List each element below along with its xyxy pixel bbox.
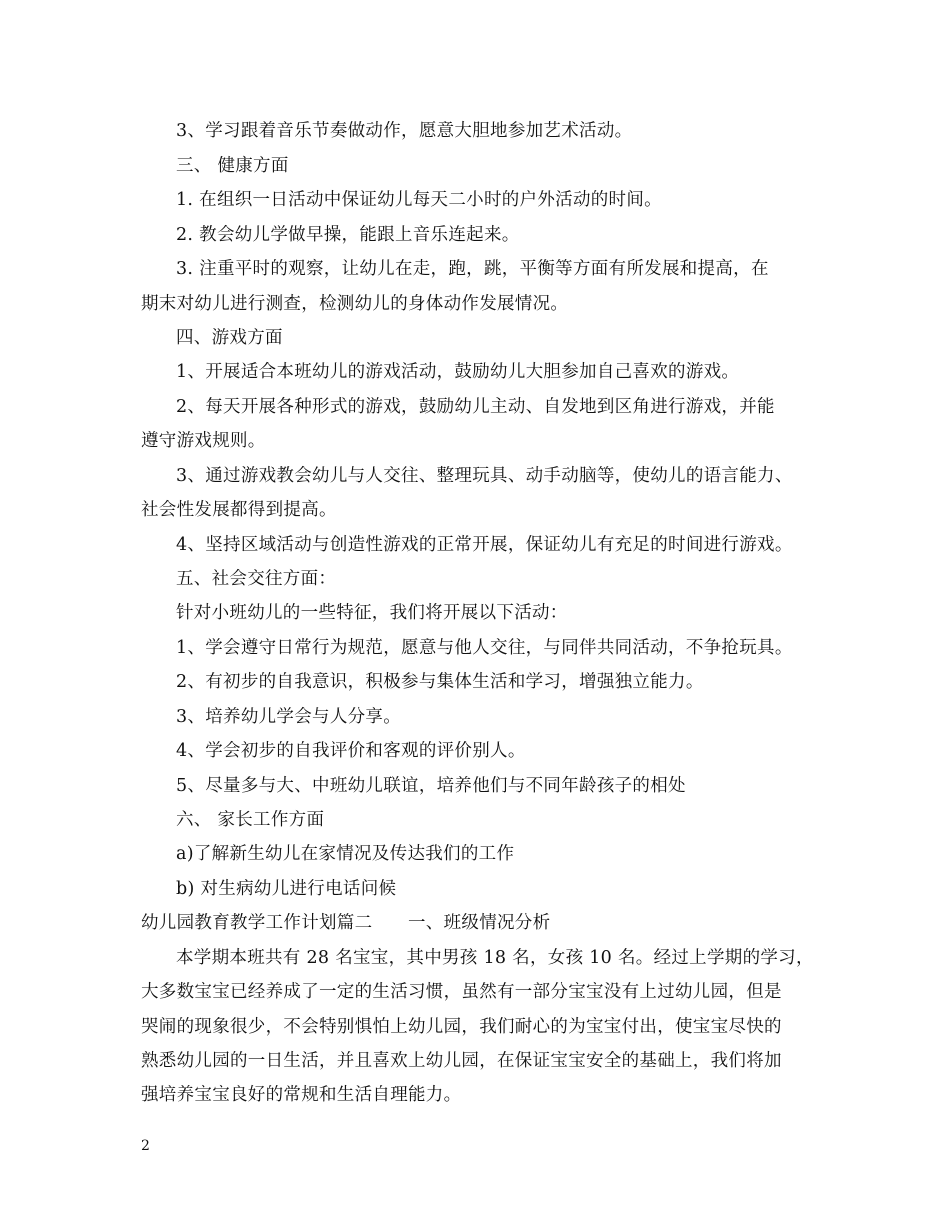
text-line: 本学期本班共有 28 名宝宝，其中男孩 18 名，女孩 10 名。经过上学期的学习， — [176, 948, 814, 968]
section-heading: 五、社会交往方面： — [176, 569, 337, 589]
text-line: a)了解新生幼儿在家情况及传达我们的工作 — [176, 844, 515, 864]
text-line: 针对小班幼儿的一些特征，我们将开展以下活动： — [176, 603, 568, 623]
text-line: 4、学会初步的自我评价和客观的评价别人。 — [176, 741, 526, 761]
text-line: 遵守游戏规则。 — [141, 431, 266, 451]
page-number: 2 — [141, 1138, 150, 1154]
text-line: 熟悉幼儿园的一日生活，并且喜欢上幼儿园，在保证宝宝安全的基础上，我们将加 — [141, 1051, 782, 1071]
section-heading: 三、 健康方面 — [176, 156, 289, 176]
article-title: 幼儿园教育教学工作计划篇二 一、班级情况分析 — [141, 913, 551, 933]
text-line: 强培养宝宝良好的常规和生活自理能力。 — [141, 1085, 462, 1105]
text-line: 1、开展适合本班幼儿的游戏活动，鼓励幼儿大胆参加自己喜欢的游戏。 — [176, 362, 740, 382]
text-line: 3、培养幼儿学会与人分享。 — [176, 707, 402, 727]
text-line: 2、有初步的自我意识，积极参与集体生活和学习，增强独立能力。 — [176, 672, 704, 692]
text-line: 5、尽量多与大、中班幼儿联谊，培养他们与不同年龄孩子的相处 — [176, 776, 686, 796]
text-line: 1. 在组织一日活动中保证幼儿每天二小时的户外活动的时间。 — [176, 190, 662, 210]
text-line: 3. 注重平时的观察，让幼儿在走，跑，跳，平衡等方面有所发展和提高，在 — [176, 259, 769, 279]
text-line: 1、学会遵守日常行为规范，愿意与他人交往，与同伴共同活动，不争抢玩具。 — [176, 638, 793, 658]
text-line: 哭闹的现象很少，不会特别惧怕上幼儿园，我们耐心的为宝宝付出，使宝宝尽快的 — [141, 1017, 782, 1037]
text-line: 2、每天开展各种形式的游戏，鼓励幼儿主动、自发地到区角进行游戏，并能 — [176, 397, 775, 417]
section-heading: 六、 家长工作方面 — [176, 810, 325, 830]
text-line: 2. 教会幼儿学做早操，能跟上音乐连起来。 — [176, 225, 520, 245]
text-line: 大多数宝宝已经养成了一定的生活习惯，虽然有一部分宝宝没有上过幼儿园，但是 — [141, 982, 782, 1002]
text-line: 3、通过游戏教会幼儿与人交往、整理玩具、动手动脑等，使幼儿的语言能力、 — [176, 466, 793, 486]
text-line: b) 对生病幼儿进行电话问候 — [176, 879, 397, 899]
section-heading: 四、游戏方面 — [176, 328, 283, 348]
text-line: 期末对幼儿进行测查，检测幼儿的身体动作发展情况。 — [141, 294, 569, 314]
text-line: 社会性发展都得到提高。 — [141, 500, 337, 520]
text-line: 4、坚持区域活动与创造性游戏的正常开展，保证幼儿有充足的时间进行游戏。 — [176, 535, 793, 555]
text-line: 3、学习跟着音乐节奏做动作，愿意大胆地参加艺术活动。 — [176, 121, 633, 141]
